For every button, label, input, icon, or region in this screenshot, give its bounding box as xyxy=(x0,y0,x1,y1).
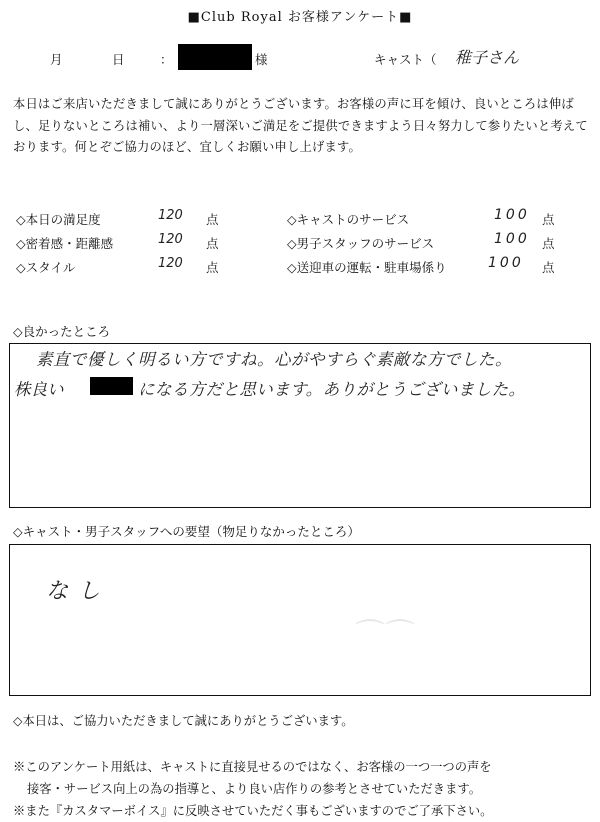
rating-score-closeness: 120 xyxy=(158,232,183,247)
rating-score-driver-parking: 100 xyxy=(488,255,524,271)
rating-unit: 点 xyxy=(542,212,555,227)
cast-label: キャスト（ xyxy=(374,52,437,67)
month-label: 月 xyxy=(50,52,63,67)
rating-unit: 点 xyxy=(206,260,219,275)
good-points-line-2-end: になる方だと思います。ありがとうございました。 xyxy=(138,380,526,399)
intro-paragraph: 本日はご来店いただきまして誠にありがとうございます。お客様の声に耳を傾け、良いところは伸ばし、足りないところは補い、より一層深いご満足をご提供できますよう日々努力して参りたいと考えております。何とぞご協力のほど、宜しくお願い申し上げます。 xyxy=(13,97,588,154)
rating-label-closeness: ◇密着感・距離感 xyxy=(16,236,114,251)
customer-suffix: 様 xyxy=(255,52,268,67)
rating-label-staff-service: ◇男子スタッフのサービス xyxy=(287,236,435,251)
bleed-through-mark: ⌒⌒ xyxy=(355,618,415,653)
rating-label-driver-parking: ◇送迎車の運転・駐車場係り xyxy=(287,260,447,275)
redacted-word xyxy=(90,377,133,395)
rating-score-cast-service: 100 xyxy=(494,207,530,223)
rating-label-style: ◇スタイル xyxy=(16,260,76,275)
colon: ： xyxy=(160,52,173,67)
rating-unit: 点 xyxy=(206,212,219,227)
note-line-1: ※このアンケート用紙は、キャストに直接見せるのではなく、お客様の一つ一つの声を xyxy=(13,760,492,774)
requests-answer: なし xyxy=(46,579,111,604)
good-points-line-1: 素直で優しく明るい方ですね。心がやすらぐ素敵な方でした。 xyxy=(36,350,512,369)
rating-score-satisfaction: 120 xyxy=(158,208,183,223)
survey-title: ■Club Royal お客様アンケート■ xyxy=(187,10,413,25)
thanks-line: ◇本日は、ご協力いただきまして誠にありがとうございます。 xyxy=(13,714,354,728)
day-label: 日 xyxy=(112,52,125,67)
good-points-line-2-start: 株良い xyxy=(14,380,64,399)
rating-label-cast-service: ◇キャストのサービス xyxy=(287,212,410,227)
good-points-label: ◇良かったところ xyxy=(13,324,111,339)
rating-score-staff-service: 100 xyxy=(494,231,530,247)
rating-unit: 点 xyxy=(542,236,555,251)
cast-name-handwritten: 稚子さん xyxy=(455,48,520,67)
rating-unit: 点 xyxy=(542,260,555,275)
rating-label-satisfaction: ◇本日の満足度 xyxy=(16,212,101,227)
requests-box xyxy=(9,544,591,696)
redacted-customer-name xyxy=(178,44,252,70)
note-line-2: 接客・サービス向上の為の指導と、より良い店作りの参考とさせていただきます。 xyxy=(27,782,482,796)
note-line-3: ※また『カスタマーボイス』に反映させていただく事もございますのでご了承下さい。 xyxy=(13,804,493,818)
rating-unit: 点 xyxy=(206,236,219,251)
requests-label: ◇キャスト・男子スタッフへの要望（物足りなかったところ） xyxy=(13,524,360,539)
rating-score-style: 120 xyxy=(158,256,183,271)
